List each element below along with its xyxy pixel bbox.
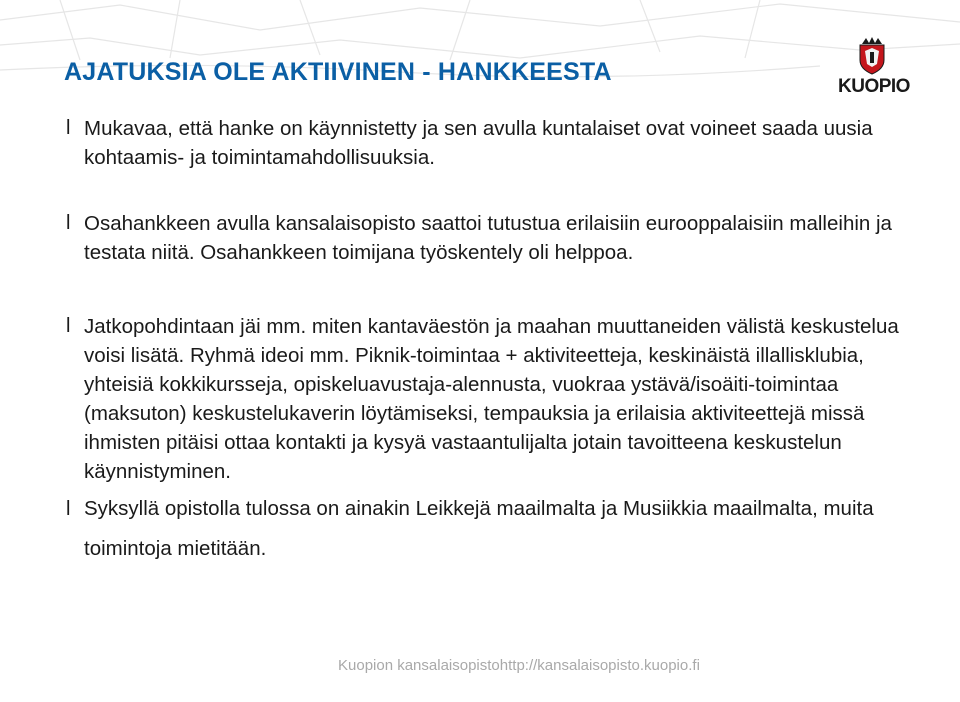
- slide-title: AJATUKSIA OLE AKTIIVINEN - HANKKEESTA: [64, 58, 612, 86]
- bullet-marker: l: [66, 315, 71, 337]
- bullet-marker: l: [66, 498, 71, 520]
- bullet-marker: l: [66, 212, 71, 234]
- bullet-text: Syksyllä opistolla tulossa on ainakin Leikkejä maailmalta ja Musiikkia maailmalta, muita toimintoja mietitään.: [84, 497, 874, 560]
- bullet-text: Osahankkeen avulla kansalaisopisto saattoi tutustua erilaisiin eurooppalaisiin malleihin ja testata niitä. Osahankkeen toimijana työskentely oli helppoa.: [84, 212, 892, 264]
- bullet-item: [66, 489, 916, 569]
- footer-text: Kuopion kansalaisopistohttp://kansalaisopisto.kuopio.fi: [338, 657, 700, 674]
- bullet-text: Mukavaa, että hanke on käynnistetty ja sen avulla kuntalaiset ovat voineet saada uusia kohtaamis- ja toimintamahdollisuuksia.: [84, 117, 873, 169]
- bullet-marker: l: [66, 117, 71, 139]
- bullet-item: [66, 209, 916, 267]
- logo-text: KUOPIO: [838, 76, 910, 97]
- bullet-item: [66, 114, 916, 172]
- bullet-item: [66, 312, 916, 486]
- bullet-text: Jatkopohdintaan jäi mm. miten kantaväestön ja maahan muuttaneiden välistä keskustelua voisi lisätä. Ryhmä ideoi mm. Piknik-toimintaa + aktiviteetteja, keskinäistä illallisklubia, yhteisiä kokkikursseja, opiskeluavustaja-alennusta, vuokraa ystävä/isoäiti-toimintaa (maksuton) keskustelukaverin löytämiseksi, tempauksia ja erilaisia aktiviteettejä missä ihmisten pitäisi ottaa kontakti ja kysyä vastaantulijalta jotain tavoitteena keskustelun käynnistyminen.: [84, 315, 899, 483]
